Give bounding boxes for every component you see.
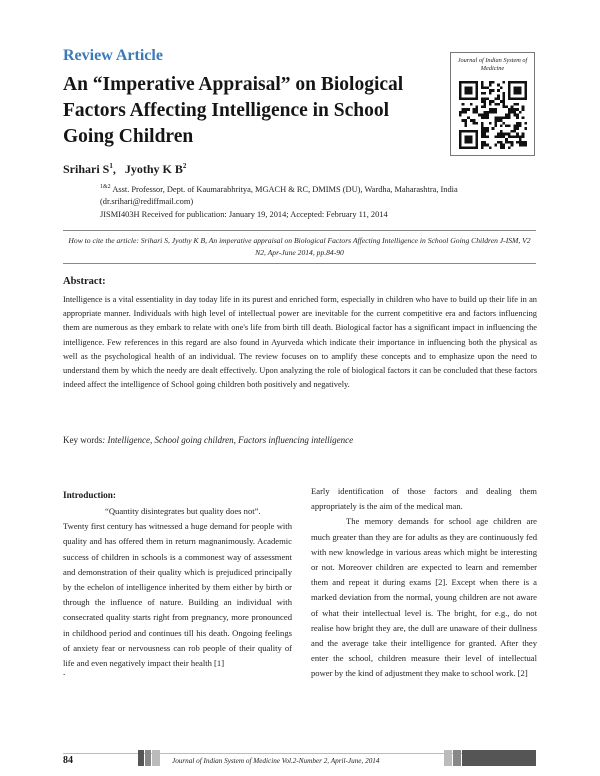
article-type: Review Article	[63, 47, 163, 64]
affiliation-block	[100, 181, 490, 221]
footer-journal-text: Journal of Indian System of Medicine Vol.2-Number 2, April-June, 2014	[172, 757, 380, 765]
author-line: Srihari $S^1$, Jyothy K $B^2$	[63, 162, 187, 176]
qr-caption: Journal of Indian System of Medicine	[457, 57, 528, 72]
author-name: Jyothy K B	[124, 162, 183, 176]
qr-code-box	[450, 52, 535, 156]
footer-decoration-left	[138, 750, 160, 766]
keywords-line	[63, 435, 353, 445]
left-column	[63, 504, 292, 671]
citation-top-rule	[63, 230, 536, 231]
intro-quote: “Quantity disintegrates but quality does not”.	[105, 506, 261, 516]
page-number: 84	[63, 755, 73, 766]
abstract-text: Intelligence is a vital essentiality in day today life in its purest and enriched form, especially in children who have to build up their life in an appropriate manner. Individuals with high level of intellectual power are inevitable for the current competitive era and factors influencing them are numerous as they embark to relate with one's life from birth till death. Biological factor has a significant impact in influencing the intelligence. Few references in this regard are also found in Ayurveda which indicate their importance in influencing both the physical as well as the psychological health of an individual. The review focuses on to amplify these concepts and to emphasize upon the need to understand them by which the needy are dealt effectively. Upon analyzing the role of biological factors it can be concluded that these factors indeed affect the intelligence of School going children both positively and negatively.	[63, 295, 537, 390]
abstract-heading: Abstract:	[63, 276, 106, 287]
right-column	[311, 484, 537, 682]
received-dates: JISMI403H Received for publication: January 19, 2014; Accepted: February 11, 2014	[100, 209, 388, 219]
right-paragraph-1: Early identification of those factors and dealing them appropriately is the aim of the medical man.	[311, 486, 537, 512]
citation-text: How to cite the article: Srihari S, Jyothy K B, An imperative appraisal on Biological Factors Affecting Intelligence in School Going Children J-ISM, V2 N2, Apr-June 2014, pp.84-90	[68, 236, 531, 257]
keywords-value: : Intelligence, School going children, Factors influencing intelligence	[102, 435, 354, 445]
affiliation-marks: 1&2	[100, 184, 111, 190]
intro-paragraph: Twenty first century has witnessed a huge demand for people with quality and has offered them in return magnanimously. Academic success of children in schools is a commonest way of assessment and demonstration of their quality which is prejudiced principally by the echelon of intelligence inherited by them either by birth or through the influence of nature. Building an individual with consecrated quality starts right from pregnancy, more pronounced in childhood period and continues till his death. Ongoing feelings of anxiety fear or nervousness can rob people of their quality of life and even negatively impact their health [1]	[63, 521, 292, 669]
left-column-dot: .	[63, 667, 66, 677]
introduction-heading: Introduction:	[63, 490, 116, 500]
keywords-label: Key words	[63, 435, 103, 445]
footer-decoration-right	[444, 750, 536, 766]
affiliation-line: $^{1\&2}$ Asst. Professor, Dept. of Kaumarabhritya, MGACH & RC, DMIMS (DU), Wardha, Maharashtra, India	[100, 184, 458, 194]
author-name: Srihari S	[63, 162, 110, 176]
right-paragraph-2: The memory demands for school age children are much greater than they are for adults as they are continuously fed with new knowledge in various areas which might be interesting or not. Moreover children are expected to learn and remember them and repeat it during exams [2]. Except when there is a marked deviation from the normal, young children are not aware of what their intellectual level is. The bright, for e.g., do not realise how bright they are, the dull are unaware of their dullness and the average take their intelligence for granted. After they enter the school, children measure their level of intellectual power by the kind of adjustment they make to school work. [2]	[311, 516, 537, 679]
citation-bottom-rule	[63, 263, 536, 264]
author-mark: 1	[109, 162, 113, 170]
affiliation-email: (dr.srihari@rediffmail.com)	[100, 197, 194, 207]
qr-code-icon	[459, 81, 527, 149]
article-title: An “Imperative Appraisal” on Biological Factors Affecting Intelligence in School Going Children	[63, 74, 404, 147]
author-mark: 2	[182, 162, 187, 170]
